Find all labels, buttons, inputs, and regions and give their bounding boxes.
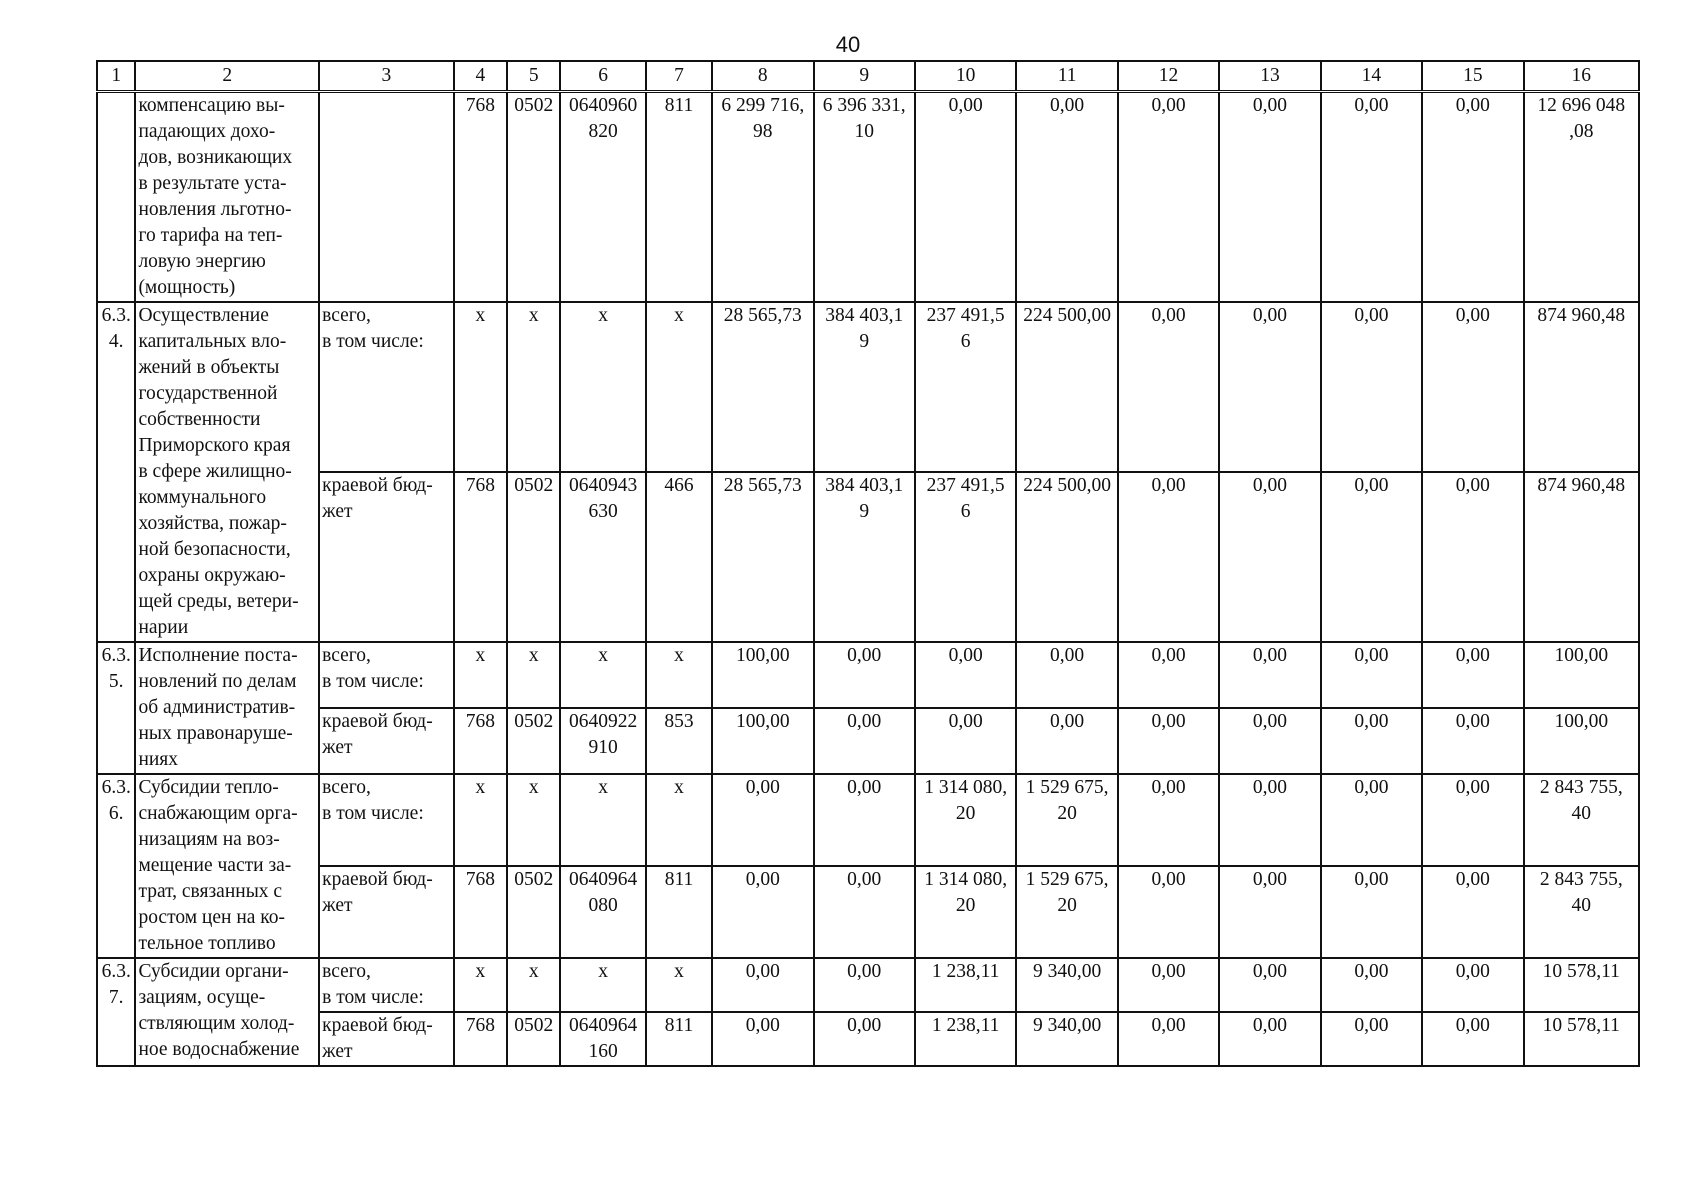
cell-col-6: 0640943 630 bbox=[560, 472, 645, 642]
table-row bbox=[97, 302, 1639, 472]
cell-col-11: 0,00 bbox=[1016, 92, 1117, 303]
cell-col-6: 0640964 160 bbox=[560, 1012, 645, 1066]
cell-col-11: 0,00 bbox=[1016, 642, 1117, 708]
funding-source-label: краевой бюд- жет bbox=[319, 1012, 454, 1066]
column-header-3: 3 bbox=[319, 61, 454, 92]
cell-col-4: 768 bbox=[454, 708, 507, 774]
cell-col-9: 384 403,1 9 bbox=[814, 472, 915, 642]
cell-col-12: 0,00 bbox=[1118, 302, 1219, 472]
cell-col-9: 6 396 331, 10 bbox=[814, 92, 915, 303]
cell-col-8: 6 299 716, 98 bbox=[712, 92, 813, 303]
column-header-11: 11 bbox=[1016, 61, 1117, 92]
column-header-8: 8 bbox=[712, 61, 813, 92]
cell-col-16: 2 843 755, 40 bbox=[1524, 774, 1639, 866]
funding-source-label: краевой бюд- жет bbox=[319, 708, 454, 774]
cell-col-4: 768 bbox=[454, 472, 507, 642]
column-header-13: 13 bbox=[1219, 61, 1320, 92]
cell-col-5: 0502 bbox=[507, 866, 560, 958]
cell-col-13: 0,00 bbox=[1219, 472, 1320, 642]
table-row bbox=[97, 708, 1639, 774]
cell-col-5: x bbox=[507, 642, 560, 708]
row-name: компенсацию вы- падающих дохо- дов, возникающих в результате уста- новления льготно- го тарифа на теп- ловую энергию (мощность) bbox=[135, 92, 319, 303]
cell-col-13: 0,00 bbox=[1219, 1012, 1320, 1066]
table-row bbox=[97, 92, 1639, 303]
column-header-4: 4 bbox=[454, 61, 507, 92]
cell-col-10: 0,00 bbox=[915, 708, 1016, 774]
cell-col-4: 768 bbox=[454, 92, 507, 303]
cell-col-7: 811 bbox=[646, 1012, 712, 1066]
cell-col-7: x bbox=[646, 958, 712, 1012]
row-name: Осуществление капитальных вло- жений в объекты государственной собственности Приморского края в сфере жилищно- коммунального хозяйства, пожар- ной безопасности, охраны окружаю- щей среды, ветери- нарии bbox=[135, 302, 319, 642]
table-row bbox=[97, 472, 1639, 642]
cell-col-14: 0,00 bbox=[1321, 774, 1422, 866]
funding-source-label: краевой бюд- жет bbox=[319, 472, 454, 642]
row-number: 6.3. 4. bbox=[97, 302, 135, 642]
cell-col-12: 0,00 bbox=[1118, 774, 1219, 866]
cell-col-10: 237 491,5 6 bbox=[915, 472, 1016, 642]
cell-col-14: 0,00 bbox=[1321, 642, 1422, 708]
header-row bbox=[97, 61, 1639, 92]
cell-col-5: x bbox=[507, 302, 560, 472]
cell-col-14: 0,00 bbox=[1321, 1012, 1422, 1066]
column-header-1: 1 bbox=[97, 61, 135, 92]
cell-col-16: 10 578,11 bbox=[1524, 958, 1639, 1012]
cell-col-10: 1 314 080, 20 bbox=[915, 774, 1016, 866]
cell-col-11: 224 500,00 bbox=[1016, 302, 1117, 472]
cell-col-13: 0,00 bbox=[1219, 302, 1320, 472]
column-header-14: 14 bbox=[1321, 61, 1422, 92]
cell-col-9: 0,00 bbox=[814, 866, 915, 958]
cell-col-15: 0,00 bbox=[1422, 958, 1523, 1012]
cell-col-14: 0,00 bbox=[1321, 92, 1422, 303]
cell-col-13: 0,00 bbox=[1219, 642, 1320, 708]
funding-source-label: всего, в том числе: bbox=[319, 642, 454, 708]
row-name: Исполнение поста- новлений по делам об административ- ных правонаруше- ниях bbox=[135, 642, 319, 774]
page-number: 40 bbox=[835, 32, 861, 57]
cell-col-13: 0,00 bbox=[1219, 774, 1320, 866]
cell-col-5: x bbox=[507, 958, 560, 1012]
cell-col-14: 0,00 bbox=[1321, 958, 1422, 1012]
cell-col-15: 0,00 bbox=[1422, 1012, 1523, 1066]
cell-col-15: 0,00 bbox=[1422, 472, 1523, 642]
cell-col-8: 0,00 bbox=[712, 958, 813, 1012]
column-header-2: 2 bbox=[135, 61, 319, 92]
cell-col-12: 0,00 bbox=[1118, 958, 1219, 1012]
cell-col-16: 12 696 048 ,08 bbox=[1524, 92, 1639, 303]
column-header-12: 12 bbox=[1118, 61, 1219, 92]
cell-col-8: 0,00 bbox=[712, 1012, 813, 1066]
cell-col-11: 224 500,00 bbox=[1016, 472, 1117, 642]
column-header-10: 10 bbox=[915, 61, 1016, 92]
column-header-5: 5 bbox=[507, 61, 560, 92]
row-name: Субсидии тепло- снабжающим орга- низациям на воз- мещение части за- трат, связанных с ростом цен на ко- тельное топливо bbox=[135, 774, 319, 958]
cell-col-7: 811 bbox=[646, 92, 712, 303]
table-row bbox=[97, 642, 1639, 708]
cell-col-6: x bbox=[560, 642, 645, 708]
cell-col-10: 0,00 bbox=[915, 642, 1016, 708]
cell-col-15: 0,00 bbox=[1422, 302, 1523, 472]
cell-col-5: 0502 bbox=[507, 708, 560, 774]
cell-col-10: 1 238,11 bbox=[915, 958, 1016, 1012]
cell-col-13: 0,00 bbox=[1219, 708, 1320, 774]
cell-col-14: 0,00 bbox=[1321, 866, 1422, 958]
cell-col-5: 0502 bbox=[507, 92, 560, 303]
cell-col-12: 0,00 bbox=[1118, 866, 1219, 958]
table-row bbox=[97, 774, 1639, 866]
cell-col-11: 9 340,00 bbox=[1016, 958, 1117, 1012]
cell-col-6: x bbox=[560, 958, 645, 1012]
cell-col-8: 0,00 bbox=[712, 774, 813, 866]
cell-col-6: x bbox=[560, 774, 645, 866]
cell-col-5: 0502 bbox=[507, 1012, 560, 1066]
table-row bbox=[97, 1012, 1639, 1066]
funding-source-label: всего, в том числе: bbox=[319, 302, 454, 472]
cell-col-15: 0,00 bbox=[1422, 92, 1523, 303]
cell-col-6: 0640960 820 bbox=[560, 92, 645, 303]
column-header-9: 9 bbox=[814, 61, 915, 92]
cell-col-12: 0,00 bbox=[1118, 1012, 1219, 1066]
cell-col-16: 100,00 bbox=[1524, 708, 1639, 774]
column-header-6: 6 bbox=[560, 61, 645, 92]
cell-col-12: 0,00 bbox=[1118, 642, 1219, 708]
cell-col-6: x bbox=[560, 302, 645, 472]
cell-col-15: 0,00 bbox=[1422, 866, 1523, 958]
cell-col-15: 0,00 bbox=[1422, 642, 1523, 708]
cell-col-4: 768 bbox=[454, 866, 507, 958]
table-row bbox=[97, 866, 1639, 958]
cell-col-9: 0,00 bbox=[814, 774, 915, 866]
cell-col-7: x bbox=[646, 774, 712, 866]
cell-col-12: 0,00 bbox=[1118, 708, 1219, 774]
funding-source-label: всего, в том числе: bbox=[319, 958, 454, 1012]
cell-col-16: 874 960,48 bbox=[1524, 472, 1639, 642]
cell-col-7: x bbox=[646, 642, 712, 708]
cell-col-14: 0,00 bbox=[1321, 708, 1422, 774]
cell-col-4: x bbox=[454, 302, 507, 472]
cell-col-14: 0,00 bbox=[1321, 302, 1422, 472]
column-header-16: 16 bbox=[1524, 61, 1639, 92]
cell-col-7: 853 bbox=[646, 708, 712, 774]
cell-col-13: 0,00 bbox=[1219, 866, 1320, 958]
cell-col-16: 874 960,48 bbox=[1524, 302, 1639, 472]
cell-col-6: 0640964 080 bbox=[560, 866, 645, 958]
cell-col-9: 0,00 bbox=[814, 642, 915, 708]
cell-col-16: 100,00 bbox=[1524, 642, 1639, 708]
row-number: 6.3. 7. bbox=[97, 958, 135, 1066]
cell-col-13: 0,00 bbox=[1219, 92, 1320, 303]
cell-col-10: 1 314 080, 20 bbox=[915, 866, 1016, 958]
cell-col-4: x bbox=[454, 642, 507, 708]
funding-source-label bbox=[319, 92, 454, 303]
table-body bbox=[97, 92, 1639, 1067]
cell-col-7: 811 bbox=[646, 866, 712, 958]
cell-col-6: 0640922 910 bbox=[560, 708, 645, 774]
row-number: 6.3. 5. bbox=[97, 642, 135, 774]
row-name: Субсидии органи- зациям, осуще- ствляющим холод- ное водоснабжение bbox=[135, 958, 319, 1066]
cell-col-8: 0,00 bbox=[712, 866, 813, 958]
cell-col-5: 0502 bbox=[507, 472, 560, 642]
cell-col-4: x bbox=[454, 774, 507, 866]
cell-col-9: 0,00 bbox=[814, 958, 915, 1012]
table-header bbox=[97, 61, 1639, 92]
cell-col-9: 0,00 bbox=[814, 708, 915, 774]
column-header-7: 7 bbox=[646, 61, 712, 92]
cell-col-7: 466 bbox=[646, 472, 712, 642]
cell-col-8: 28 565,73 bbox=[712, 302, 813, 472]
cell-col-9: 384 403,1 9 bbox=[814, 302, 915, 472]
cell-col-8: 28 565,73 bbox=[712, 472, 813, 642]
cell-col-16: 10 578,11 bbox=[1524, 1012, 1639, 1066]
cell-col-5: x bbox=[507, 774, 560, 866]
cell-col-12: 0,00 bbox=[1118, 92, 1219, 303]
cell-col-10: 1 238,11 bbox=[915, 1012, 1016, 1066]
cell-col-11: 1 529 675, 20 bbox=[1016, 774, 1117, 866]
cell-col-12: 0,00 bbox=[1118, 472, 1219, 642]
cell-col-10: 0,00 bbox=[915, 92, 1016, 303]
table-row bbox=[97, 958, 1639, 1012]
funding-source-label: всего, в том числе: bbox=[319, 774, 454, 866]
cell-col-9: 0,00 bbox=[814, 1012, 915, 1066]
cell-col-15: 0,00 bbox=[1422, 708, 1523, 774]
cell-col-4: x bbox=[454, 958, 507, 1012]
cell-col-11: 0,00 bbox=[1016, 708, 1117, 774]
row-number: 6.3. 6. bbox=[97, 774, 135, 958]
cell-col-11: 9 340,00 bbox=[1016, 1012, 1117, 1066]
cell-col-16: 2 843 755, 40 bbox=[1524, 866, 1639, 958]
cell-col-15: 0,00 bbox=[1422, 774, 1523, 866]
cell-col-14: 0,00 bbox=[1321, 472, 1422, 642]
cell-col-13: 0,00 bbox=[1219, 958, 1320, 1012]
cell-col-10: 237 491,5 6 bbox=[915, 302, 1016, 472]
row-number bbox=[97, 92, 135, 303]
budget-table bbox=[96, 60, 1640, 1067]
cell-col-4: 768 bbox=[454, 1012, 507, 1066]
cell-col-8: 100,00 bbox=[712, 708, 813, 774]
funding-source-label: краевой бюд- жет bbox=[319, 866, 454, 958]
cell-col-7: x bbox=[646, 302, 712, 472]
cell-col-11: 1 529 675, 20 bbox=[1016, 866, 1117, 958]
column-header-15: 15 bbox=[1422, 61, 1523, 92]
cell-col-8: 100,00 bbox=[712, 642, 813, 708]
